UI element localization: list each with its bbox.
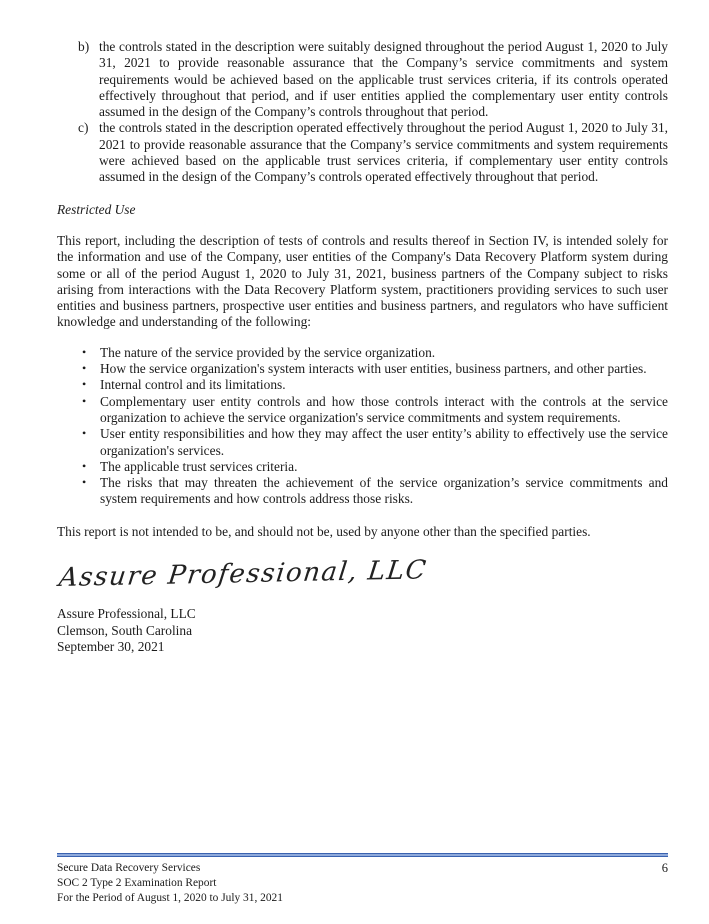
signoff-company: Assure Professional, LLC	[57, 606, 196, 622]
page-number: 6	[661, 860, 668, 875]
lettered-item-b-label: b)	[78, 39, 90, 54]
page-footer	[57, 853, 668, 906]
restricted-use-heading: Restricted Use	[57, 201, 136, 217]
footer-text	[57, 861, 668, 906]
footer-company: Secure Data Recovery Services	[57, 861, 201, 874]
signoff-date: September 30, 2021	[57, 639, 165, 655]
lettered-item-c-text: the controls stated in the description operated effectively throughout the period August 1, 2020 to July 31, 2021 to provide reasonable assurance that the Company’s service commitments and system requirements were achieved based on the applicable trust services criteria, if complementary user entity controls assumed in the design of the Company’s controls operated effectively throughout that period.	[99, 120, 668, 185]
intro-paragraph: This report, including the description of tests of controls and results thereof in Section IV, is intended solely for the information and use of the Company, user entities of the Company's Data Recovery Platform system during some or all of the period August 1, 2020 to July 31, 2021, business partners of the Company subject to risks arising from interactions with the Data Recovery Platform system, practitioners providing services to such user entities and business partners, prospective user entities and business partners, and regulators who have sufficient knowledge and understanding of the following:	[57, 232, 668, 330]
bullet-icon: •	[82, 475, 87, 490]
signoff-block	[57, 606, 668, 656]
footer-report-title: SOC 2 Type 2 Examination Report	[57, 876, 217, 889]
bullet-text: How the service organization's system interacts with user entities, business partners, and other parties.	[100, 361, 647, 377]
bullet-text: User entity responsibilities and how they may affect the user entity’s ability to effectively use the service organization's services.	[100, 426, 668, 458]
bullet-item	[57, 394, 668, 427]
signoff-location: Clemson, South Carolina	[57, 622, 193, 638]
bullet-text: The nature of the service provided by the service organization.	[100, 344, 436, 360]
page-body	[57, 39, 668, 656]
bullet-text: Internal control and its limitations.	[100, 377, 286, 393]
bullet-text: The risks that may threaten the achievement of the service organization’s service commitments and system requirements and how controls address those risks.	[100, 475, 668, 507]
bullet-icon: •	[82, 393, 87, 408]
lettered-item-c-label: c)	[78, 120, 89, 136]
bullet-text: The applicable trust services criteria.	[100, 458, 298, 474]
bullet-item	[57, 377, 668, 393]
closing-paragraph: This report is not intended to be, and should not be, used by anyone other than the specified parties.	[57, 523, 591, 539]
bullet-item	[57, 345, 668, 361]
footer-period: For the Period of August 1, 2020 to July 31, 2021	[57, 891, 283, 904]
bullet-list	[57, 345, 668, 508]
bullet-item	[57, 361, 668, 377]
bullet-icon: •	[82, 361, 87, 376]
bullet-item	[57, 459, 668, 475]
bullet-icon: •	[82, 426, 87, 441]
footer-rule	[57, 853, 668, 857]
signature-script: Assure Professional, LLC	[57, 555, 429, 594]
bullet-icon: •	[82, 377, 87, 392]
lettered-item-c	[57, 120, 668, 185]
bullet-text: Complementary user entity controls and how those controls interact with the controls at the service organization to achieve the service organization's service commitments and system requirements.	[100, 393, 668, 425]
bullet-item	[57, 426, 668, 459]
bullet-icon: •	[82, 458, 87, 473]
bullet-icon: •	[82, 344, 87, 359]
lettered-item-b	[57, 39, 668, 120]
lettered-item-b-text: the controls stated in the description were suitably designed throughout the period August 1, 2020 to July 31, 2021 to provide reasonable assurance that the Company’s service commitments and system requirements would be achieved based on the applicable trust services criteria, if its controls operated effectively throughout that period, and if user entities applied the complementary user entity controls assumed in the design of the Company’s controls throughout that period.	[99, 39, 668, 120]
bullet-item	[57, 475, 668, 508]
